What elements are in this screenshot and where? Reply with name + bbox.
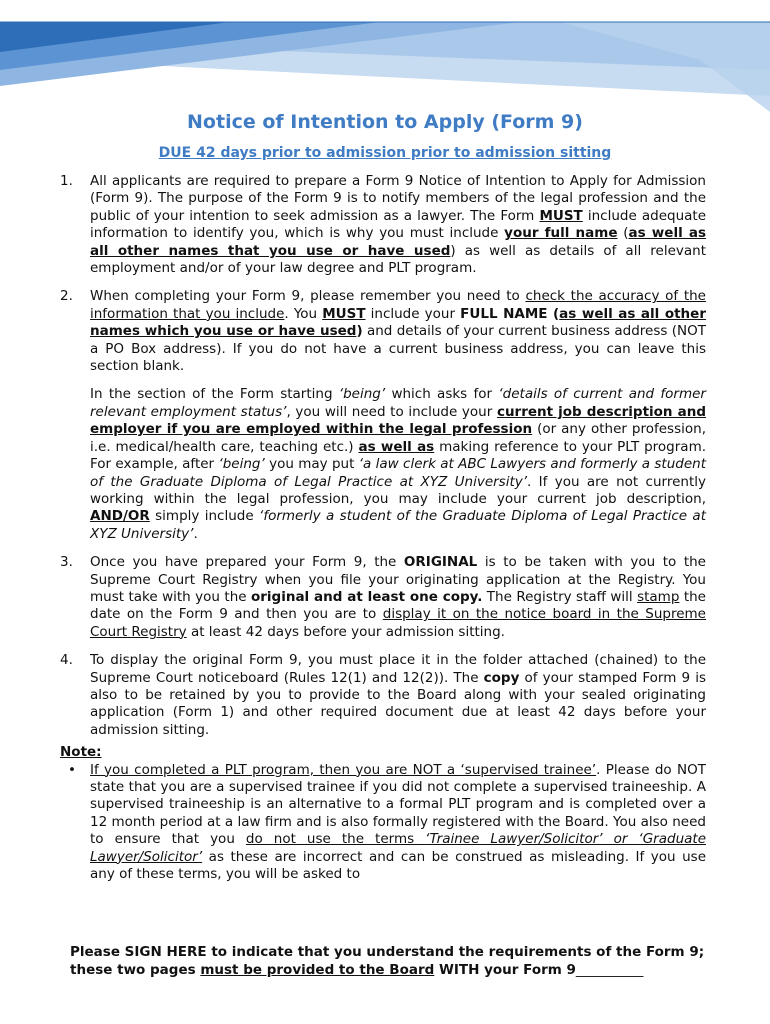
list-item-1 [60,173,706,277]
text: Once you have prepared your Form 9, the [90,554,404,571]
emphasis: copy [483,669,520,686]
list-number: 3. [60,554,73,571]
text: To display the original Form 9, you must place it in the folder attached (chained) to the Supreme Court noticeboard (Rules 12(1) and 12(2)). The [90,652,706,686]
emphasis: ‘being’ [338,386,386,403]
emphasis: current job description and employer if you are employed within the legal profession [90,403,706,438]
signature-instruction [70,943,710,979]
text: is to be taken with you to the Supreme Court Registry when you file your originating application at the Registry. You must take with you the [90,554,706,605]
text: . [193,525,198,542]
text: When completing your Form 9, please remember you need to [90,288,526,305]
emphasis: ) [356,323,363,340]
text: ( [617,225,629,242]
emphasis: check the accuracy of the information that you include [90,288,706,322]
text: . You [284,305,323,322]
list-number: 1. [60,173,73,189]
emphasis: ‘formerly a student of the Graduate Diploma of Legal Practice at XYZ University’ [90,508,706,542]
emphasis: ‘details of current and former relevant employment status’ [90,386,706,420]
emphasis: do not use the terms [245,831,426,848]
text: making reference to your PLT program. For example, after [90,438,707,473]
text: of your stamped Form 9 is also to be retained by you to provide to the Board along with your sealed originating application (Form 1) and other required document due at least 42 days before your admission sitting. [90,669,706,738]
emphasis: ‘Trainee Lawyer/Solicitor’ or ‘Graduate Lawyer/Solicitor’ [90,831,707,865]
emphasis: as well as all other names that you use or have used [90,225,706,259]
emphasis: If you completed a PLT program, then you are NOT a ‘supervised trainee’ [90,761,597,778]
page-title: Notice of Intention to Apply (Form 9) [187,111,583,133]
emphasis: MUST [539,207,583,224]
emphasis: MUST [322,305,366,322]
note-bullet-item [60,762,706,884]
note-heading: Note: [60,744,102,761]
text: WITH your Form 9 [434,962,576,978]
text: include your [365,305,461,322]
emphasis: your full name [504,225,618,242]
list-item-2-paragraph [90,386,706,543]
emphasis: FULL NAME ( [460,305,560,322]
text: which asks for [385,386,499,403]
emphasis: ORIGINAL [403,554,478,571]
text: ) as well as details of all relevant employment and/or of your law degree and PLT program. [90,242,706,277]
text: the date on the Form 9 and then you are to [90,588,706,623]
text: . Please do NOT state that you are a supervised trainee if you did not complete a supervised traineeship. A supervised traineeship is an alternative to a formal PLT program and is completed over a 12 month period at a law firm and is also formally registered with the Board. You also need to ensure that you [90,761,706,848]
emphasis: as well as [358,438,435,455]
text: Please SIGN HERE to indicate that you understand the requirements of the Form 9; these two pages [70,944,705,978]
document-body [60,173,706,883]
list-item-4 [60,652,706,739]
emphasis: AND/OR [90,508,150,525]
emphasis: ‘being’ [218,456,265,473]
emphasis: must be provided to the Board [200,962,435,978]
list-item-2 [60,288,706,543]
text: . If you are not currently working within the legal profession, you may include your current job description, [90,473,706,507]
text: include adequate information to identify you, which is why you must include [90,207,707,242]
text: you may put [264,456,359,473]
emphasis: original and at least one copy. [250,588,483,605]
emphasis: ‘a law clerk at ABC Lawyers and formerly a student of the Graduate Diploma of Legal Practice at XYZ University’ [90,456,706,490]
text: In the section of the Form starting [90,386,339,403]
text: The Registry staff will [482,588,638,605]
text: , you will need to include your [286,403,497,420]
emphasis: stamp [637,588,680,605]
list-number: 4. [60,652,73,669]
text: simply include [149,508,260,525]
text: (or any other profession, i.e. medical/health care, teaching etc.) [90,421,706,455]
signature-line[interactable]: __________ [575,962,644,978]
emphasis: as well as all other names which you use or have used [90,305,706,340]
text: at least 42 days before your admission sitting. [186,623,505,640]
bullet-icon: • [68,761,76,778]
text: and details of your current business address (NOT a PO Box address). If you do not have a current business address, you can leave this section blank. [90,323,706,375]
list-number: 2. [60,288,73,305]
text: All applicants are required to prepare a Form 9 Notice of Intention to Apply for Admission (Form 9). The purpose of the Form 9 is to notify members of the legal profession and the public of your intention to seek admission as a lawyer. The Form [90,173,706,224]
emphasis: display it on the notice board in the Supreme Court Registry [90,606,706,640]
list-item-3 [60,554,706,641]
text: as these are incorrect and can be construed as misleading. If you use any of these terms, you will be asked to [90,848,706,883]
page-subtitle: DUE 42 days prior to admission prior to admission sitting [158,145,612,161]
